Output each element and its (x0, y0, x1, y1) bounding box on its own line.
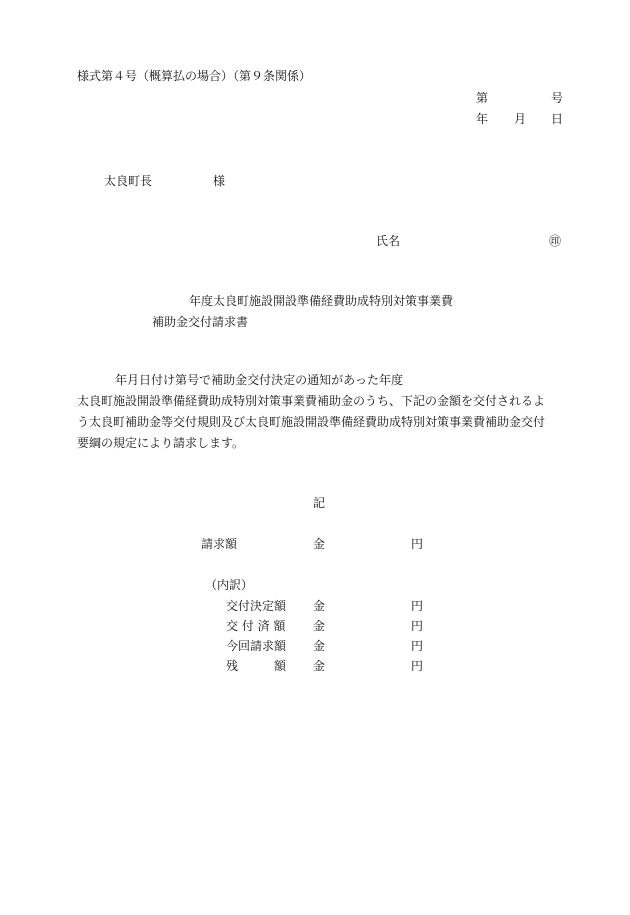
breakdown-row-yen: 円 (411, 619, 424, 633)
date-year: 年 (476, 112, 489, 126)
breakdown-row-label: 残 (226, 659, 239, 673)
number-prefix: 第 (476, 91, 489, 105)
breakdown-row-yen: 円 (411, 599, 424, 613)
request-amount-kin: 金 (313, 537, 326, 551)
request-paragraph (77, 370, 565, 454)
breakdown-row-kin: 金 (313, 639, 326, 653)
document-title-line1: 年度太良町施設開設準備経費助成特別対策事業費 (189, 294, 454, 308)
ki-heading: 記 (313, 496, 326, 510)
breakdown-row-label-part2: 額 (274, 659, 287, 673)
form-title: 様式第４号（概算払の場合）（第９条関係） (77, 69, 312, 83)
breakdown-row-label: 交 付 済 額 (226, 619, 286, 633)
request-amount-label: 請求額 (201, 537, 238, 551)
document-title-line2: 補助金交付請求書 (152, 315, 249, 329)
addressee-honorific: 様 (213, 174, 226, 188)
applicant-name-label: 氏名 (376, 234, 401, 248)
breakdown-row-label: 交付決定額 (226, 599, 287, 613)
breakdown-row-kin: 金 (313, 599, 326, 613)
request-amount-yen: 円 (411, 537, 424, 551)
body-rest: 号で補助金交付決定の通知があった (187, 373, 379, 387)
body-fiscal-year: 年度 (378, 373, 403, 387)
number-suffix: 号 (551, 91, 564, 105)
body-number-prefix: 第 (175, 373, 188, 387)
date-month: 月 (514, 112, 527, 126)
body-line3: う太良町補助金等交付規則及び太良町施設開設準備経費助成特別対策事業費補助金交付 (77, 415, 546, 429)
breakdown-row-label: 今回請求額 (226, 639, 287, 653)
breakdown-row-yen: 円 (411, 639, 424, 653)
breakdown-heading: （内訳） (205, 578, 254, 592)
body-year: 年 (115, 373, 128, 387)
body-dated: 日付け (139, 373, 176, 387)
date-day: 日 (551, 112, 564, 126)
body-line2: 太良町施設開設準備経費助成特別対策事業費補助金のうち、下記の金額を交付されるよ (77, 394, 546, 408)
addressee-name: 太良町長 (104, 174, 153, 188)
breakdown-row-kin: 金 (313, 659, 326, 673)
seal-mark: ㊞ (549, 234, 562, 248)
breakdown-row-yen: 円 (411, 659, 424, 673)
breakdown-row-kin: 金 (313, 619, 326, 633)
body-line4: 要綱の規定により請求します。 (77, 436, 245, 450)
body-month: 月 (127, 373, 140, 387)
